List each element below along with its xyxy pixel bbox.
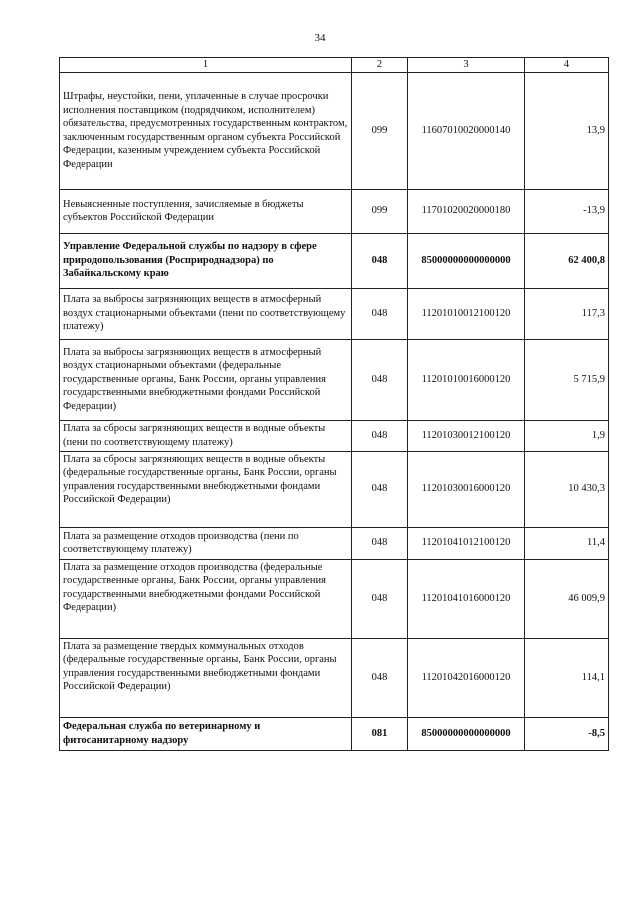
table-row: [60, 288, 609, 339]
row-name: Плата за размещение отходов производства (федеральные государственные органы, Банк России, органы управления государственными внебюджетными фондами Российской Федерации): [60, 559, 352, 638]
row-admin-code: 048: [352, 451, 408, 527]
row-amount: 62 400,8: [525, 233, 609, 288]
row-name: Невыясненные поступления, зачисляемые в бюджеты субъектов Российской Федерации: [60, 189, 352, 233]
row-admin-code: 048: [352, 638, 408, 717]
table-row-section: [60, 233, 609, 288]
row-admin-code: 048: [352, 527, 408, 559]
column-header: 2: [352, 58, 408, 73]
row-name: Плата за сбросы загрязняющих веществ в водные объекты (пени по соответствующему платежу): [60, 420, 352, 451]
row-amount: 1,9: [525, 420, 609, 451]
budget-table: [59, 57, 609, 751]
row-admin-code: 099: [352, 189, 408, 233]
table-row: [60, 527, 609, 559]
table-row: [60, 339, 609, 420]
row-income-code: 11201010016000120: [408, 339, 525, 420]
table-row: [60, 420, 609, 451]
row-name: Плата за размещение твердых коммунальных отходов (федеральные государственные органы, Банк России, органы управления государственными внебюджетными фондами Российской Федерации): [60, 638, 352, 717]
row-income-code: 11201030016000120: [408, 451, 525, 527]
row-income-code: 11607010020000140: [408, 72, 525, 189]
row-admin-code: 048: [352, 339, 408, 420]
column-header: 3: [408, 58, 525, 73]
row-amount: -13,9: [525, 189, 609, 233]
row-name: Плата за выбросы загрязняющих веществ в атмосферный воздух стационарными объектами (федеральные государственные органы, Банк России, органы управления государственными внебюджетными фондами Российской Федерации): [60, 339, 352, 420]
table-row-section: [60, 717, 609, 750]
row-name: Штрафы, неустойки, пени, уплаченные в случае просрочки исполнения поставщиком (подрядчиком, исполнителем) обязательства, предусмотренных государственным контрактом, заключенным государственным органом субъекта Российской Федерации, казенным учреждением субъекта Российской Федерации: [60, 72, 352, 189]
row-amount: 5 715,9: [525, 339, 609, 420]
table-row: [60, 451, 609, 527]
table-header-row: [60, 58, 609, 73]
row-income-code: 11201010012100120: [408, 288, 525, 339]
row-amount: -8,5: [525, 717, 609, 750]
page-number: 34: [314, 32, 326, 44]
row-admin-code: 081: [352, 717, 408, 750]
row-name: Плата за сбросы загрязняющих веществ в водные объекты (федеральные государственные органы, Банк России, органы управления государственными внебюджетными фондами Российской Федерации): [60, 451, 352, 527]
row-amount: 10 430,3: [525, 451, 609, 527]
column-header: 1: [60, 58, 352, 73]
row-name: Управление Федеральной службы по надзору в сфере природопользования (Росприроднадзора) по Забайкальскому краю: [60, 233, 352, 288]
row-income-code: 11201041012100120: [408, 527, 525, 559]
row-admin-code: 048: [352, 233, 408, 288]
table-row: [60, 559, 609, 638]
row-admin-code: 048: [352, 420, 408, 451]
row-amount: 114,1: [525, 638, 609, 717]
row-income-code: 11701020020000180: [408, 189, 525, 233]
row-income-code: 11201042016000120: [408, 638, 525, 717]
row-income-code: 11201041016000120: [408, 559, 525, 638]
row-amount: 11,4: [525, 527, 609, 559]
row-income-code: 85000000000000000: [408, 233, 525, 288]
table-row: [60, 189, 609, 233]
column-header: 4: [525, 58, 609, 73]
row-admin-code: 048: [352, 559, 408, 638]
row-name: Плата за размещение отходов производства (пени по соответствующему платежу): [60, 527, 352, 559]
table-row: [60, 638, 609, 717]
row-income-code: 11201030012100120: [408, 420, 525, 451]
row-admin-code: 099: [352, 72, 408, 189]
row-amount: 13,9: [525, 72, 609, 189]
row-amount: 46 009,9: [525, 559, 609, 638]
row-name: Федеральная служба по ветеринарному и фитосанитарному надзору: [60, 717, 352, 750]
row-admin-code: 048: [352, 288, 408, 339]
row-amount: 117,3: [525, 288, 609, 339]
table-row: [60, 72, 609, 189]
row-income-code: 85000000000000000: [408, 717, 525, 750]
row-name: Плата за выбросы загрязняющих веществ в атмосферный воздух стационарными объектами (пени по соответствующему платежу): [60, 288, 352, 339]
